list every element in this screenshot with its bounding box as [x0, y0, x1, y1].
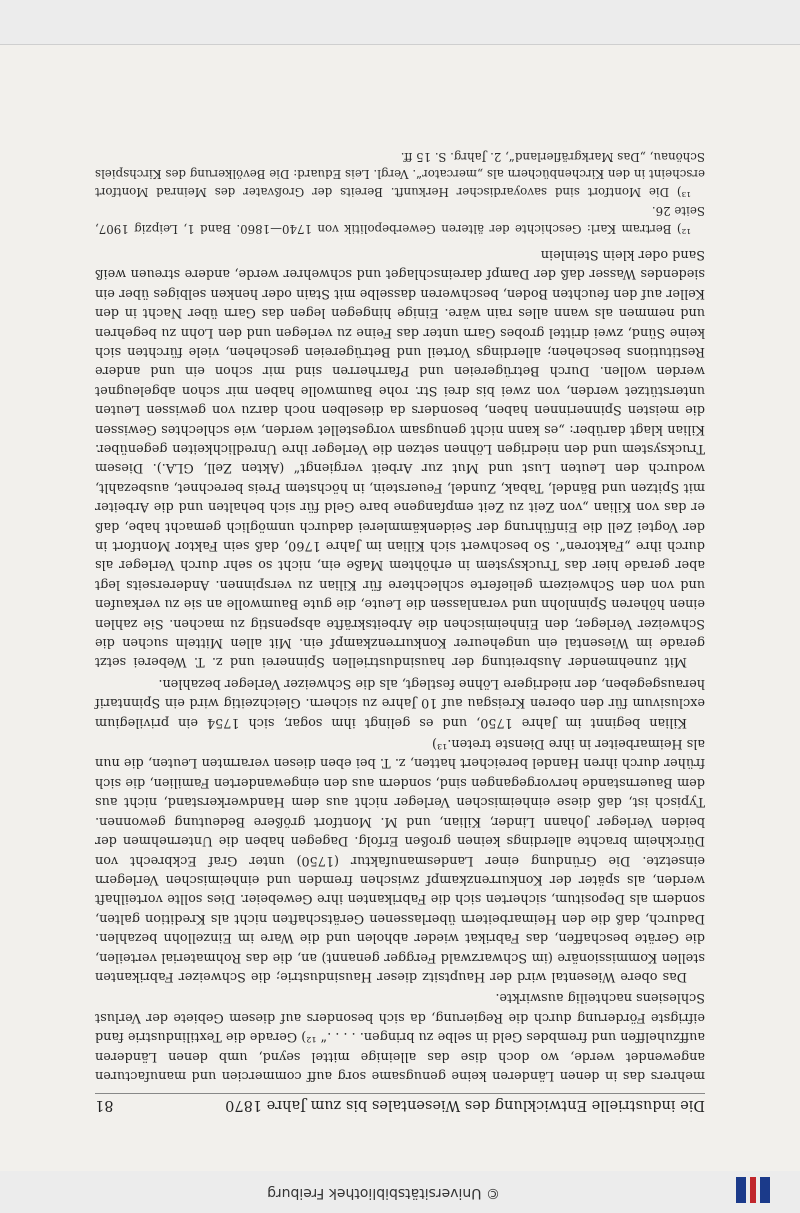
- footnotes: [95, 146, 705, 238]
- copyright-caption: © Universitätsbibliothek Freiburg: [267, 1185, 500, 1201]
- paragraph: mehrers das in denen Länderen keine genugsame sorg auff commercien und manufacturen angewendet werde, wo doch dise das alleinige mittel seynd, umb denen Länderen auffzuhelffen und frembdes Geld in selbe zu bringen. . . . .“ ¹²) Gerade die Textilindustrie fand eifrigste Förderung durch die Regierung, da sich besonders auf diesem Gebiete der Verlust Schlesiens nachteilig auswirkte.: [95, 990, 705, 1083]
- viewer-bottom-bar: [0, 0, 800, 45]
- university-logo-icon: [730, 1177, 770, 1203]
- header-title: Die industrielle Entwicklung des Wiesentales bis zum Jahre 1870: [225, 1097, 705, 1113]
- paragraph: Kilian beginnt im Jahre 1750, und es gelingt ihm sogar, sich 1754 ein privilegium exclusivum für den oberen Kreisgau auf 10 Jahre zu sichern. Gleichzeitig wird ein Spinntarif herausgegeben, der niedrigere Löhne festlegt, als die Schweizer Verleger bezahlen.: [95, 675, 705, 730]
- paragraph: Das obere Wiesental wird der Hauptsitz dieser Hausindustrie; die Schweizer Fabrikanten stellen Kommissionäre (im Schwarzwald Fergger genannt) an, die das Rohmaterial verteilen, die Geräte beschaffen, das Fabrikat wieder abholen und die Ware im Einzellohn bezahlen. Dadurch, daß die den Heimarbeitern überlassenen Gerätschaften nicht als Kredition galten, sondern als Depositum, sicherten sich die Fabrikanten ihre Gewebeier. Dies sollte vorteilhaft werden, als später der Konkurrenzkampf zwischen fremden und einheimischen Verlegern einsetzte. Die Gründung einer Landesmanufaktur (1750) unter Graf Eckbrecht von Dürckheim brachte allerdings keinen großen Erfolg. Dagegen haben die Unternehmen der beiden Verleger Johann Linder, Kilian, und M. Montfort größere Bedeutung gewonnen. Typisch ist, daß diese einheimischen Verleger nicht aus dem Handwerkerstand, nicht aus dem Bauernstande hervorgegangen sind, sondern aus den eingewanderten Familien, die sich früher durch ihren Handel bereichert hatten, z. T. bei eben diesen verarmten Leuten, die nun als Heimarbeiter in ihre Dienste treten.¹³): [95, 736, 705, 984]
- footnote: ¹²) Bertram Karl: Geschichte der älteren Gewerbepolitik von 1740—1860. Band 1, Leipzig 1907, Seite 26.: [95, 204, 705, 236]
- page-number: 81: [95, 1097, 114, 1113]
- footnote: ¹³) Die Montfort sind savoyardischer Herkunft. Bereits der Großvater des Meinrad Montfort erscheint in den Kirchenbüchern als „mercator“. Vergl. Leis Eduard: Die Bevölkerung des Kirchspiels Schönau, „Das Markgräflerland“, 2. Jahrg. S. 15 ff.: [95, 150, 705, 199]
- running-header: [95, 1093, 705, 1113]
- viewer-top-bar: [0, 1170, 800, 1213]
- paragraph: Mit zunehmender Ausbreitung der hausindustriellen Spinnerei und z. T. Weberei setzt gerade im Wiesental ein ungeheurer Konkurrenzkampf ein. Mit allen Mitteln suchen die Schweizer Verleger, den Einheimischen die Arbeitskräfte abspenstig zu machen. Sie zahlen einen höheren Spinnlohn und veranlassen die Leute, die gute Baumwolle an sie zu verkaufen und von den Schweizern gelieferte schlechtere für Kilian zu verspinnen. Andererseits legt aber gerade hier das Trucksystem in erhöhtem Maße ein, nicht so sehr durch Verleger als durch ihre „Faktoren“. So beschwert sich Kilian im Jahre 1760, daß sein Faktor Montfort in der Vogtei Zell die Einführung der Seidenkämmlerei dadurch unmöglich gemacht habe, daß er das von Kilian „von Zeit zu Zeit empfangene bare Geld für sich behalten und die Arbeiter mit Spitzen und Bändel, Tabak, Zundel, Feuerstein, in höchstem Preis berechnet, ausbezahlt, wodurch den Leuten Lust und Mut zur Arbeit vergiengt“ (Akten Zell, GLA.). Diesem Trucksystem und den niedrigen Löhnen setzen die Verleger ihre Unredlichkeiten gegenüber. Kilian klagt darüber: „es kann nicht genugsam vorgestellet werden, wie schlechtes Gewissen die meisten Spinnerinnen haben, besonders da dieselben noch darzu von gewissen Leuten unterstützet werden, von zwei bis drei Str. rohe Baumwolle haben mir schon abgeleugnet werden wollen. Durch Betrügereien und Pfarrherren sind mir schon ein und andere Restitutions beschehen; allerdings Vorteil und Betrügereien geschehen, viele fürchten sich keine Sünd, zwei drittel grobes Garn unter das Feine zu verlegen und den Lohn zu begehren und nemmen als wann alles rain wäre. Einige hingegen legen das Garn über Nacht in den Keller auf den feuchten Boden, beschweren dasselbe mit Stain oder henken selbiges über ein siedendes Wasser daß der Dampf dareinschlaget und schwehrer werde, andere streuen weiß Sand oder klein Steinlein: [95, 246, 705, 670]
- scanned-page: [0, 45, 800, 1171]
- body-text: [95, 243, 705, 1085]
